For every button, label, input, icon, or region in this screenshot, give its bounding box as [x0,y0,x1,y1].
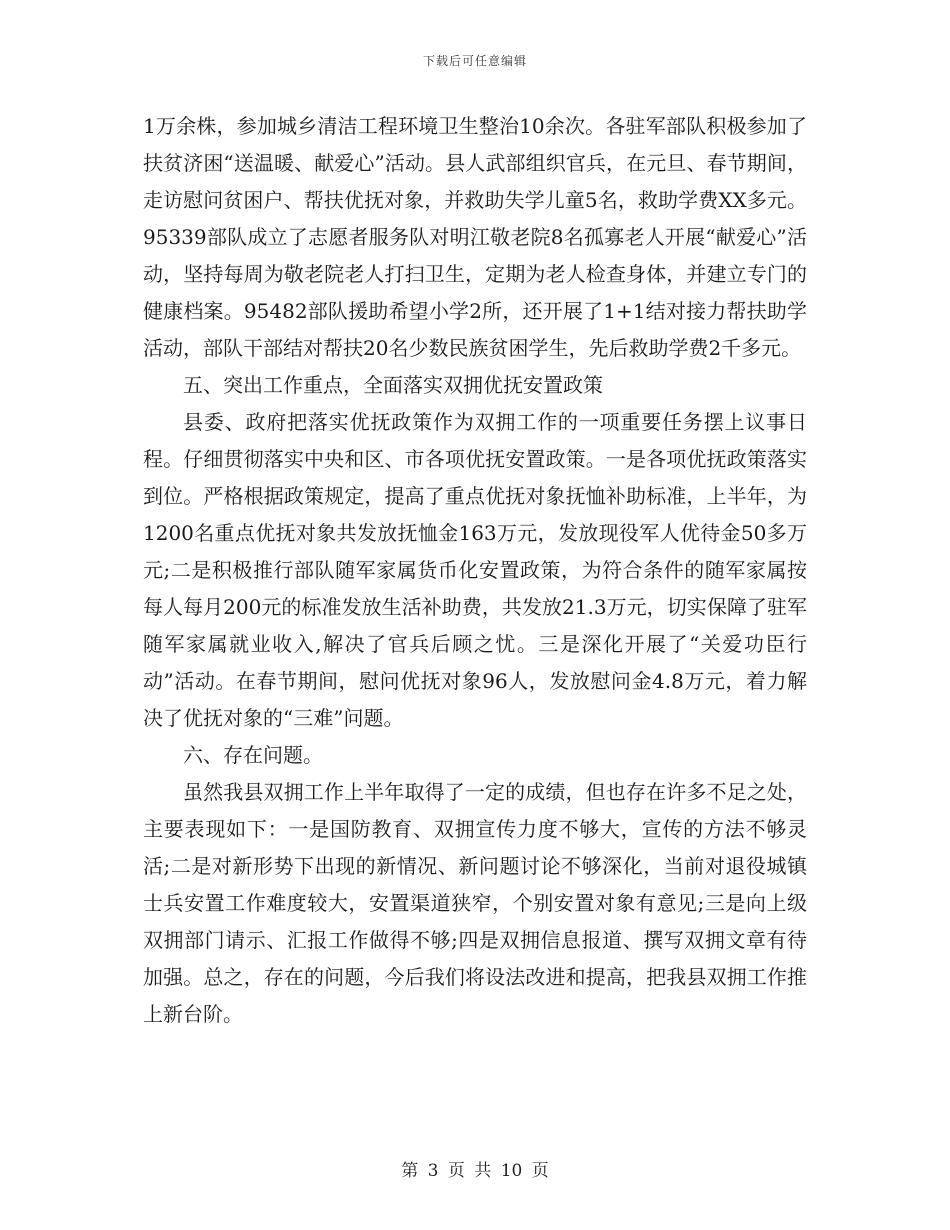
section-heading-five: 五、突出工作重点，全面落实双拥优抚安置政策 [183,373,603,397]
document-body [143,108,807,1033]
paragraph-problems: 虽然我县双拥工作上半年取得了一定的成绩，但也存在许多不足之处，主要表现如下：一是国防教育、双拥宣传力度不够大，宣传的方法不够灵活;二是对新形势下出现的新情况、新问题讨论不够深化，当前对退役城镇士兵安置工作难度较大，安置渠道狭窄，个别安置对象有意见;三是向上级双拥部门请示、汇报工作做得不够;四是双拥信息报道、撰写双拥文章有待加强。总之，存在的问题，今后我们将设法改进和提高，把我县双拥工作推上新台阶。 [143,780,807,1026]
paragraph-policy: 县委、政府把落实优抚政策作为双拥工作的一项重要任务摆上议事日程。仔细贯彻落实中央和区、市各项优抚安置政策。一是各项优抚政策落实到位。严格根据政策规定，提高了重点优抚对象抚恤补助标准，上半年，为1200名重点优抚对象共发放抚恤金163万元，发放现役军人优待金50多万元;二是积极推行部队随军家属货币化安置政策，为符合条件的随军家属按每人每月200元的标准发放生活补助费，共发放21.3万元，切实保障了驻军随军家属就业收入,解决了官兵后顾之忧。三是深化开展了“关爱功臣行动”活动。在春节期间，慰问优抚对象96人，发放慰问金4.8万元，着力解决了优抚对象的“三难”问题。 [143,410,807,730]
page-header: 下载后可任意编辑 [422,54,527,68]
section-heading-six: 六、存在问题。 [183,743,323,767]
page-footer: 第 3 页 共 10 页 [401,1161,549,1181]
paragraph-continued: 1万余株，参加城乡清洁工程环境卫生整治10余次。各驻军部队积极参加了扶贫济困“送温暖、献爱心”活动。县人武部组织官兵，在元旦、春节期间，走访慰问贫困户、帮扶优抚对象，并救助失学儿童5名，救助学费XX多元。95339部队成立了志愿者服务队对明江敬老院8名孤寡老人开展“献爱心”活动，坚持每周为敬老院老人打扫卫生，定期为老人检查身体，并建立专门的健康档案。95482部队援助希望小学2所，还开展了1+1结对接力帮扶助学活动，部队干部结对帮扶20名少数民族贫困学生，先后救助学费2千多元。 [143,114,807,360]
